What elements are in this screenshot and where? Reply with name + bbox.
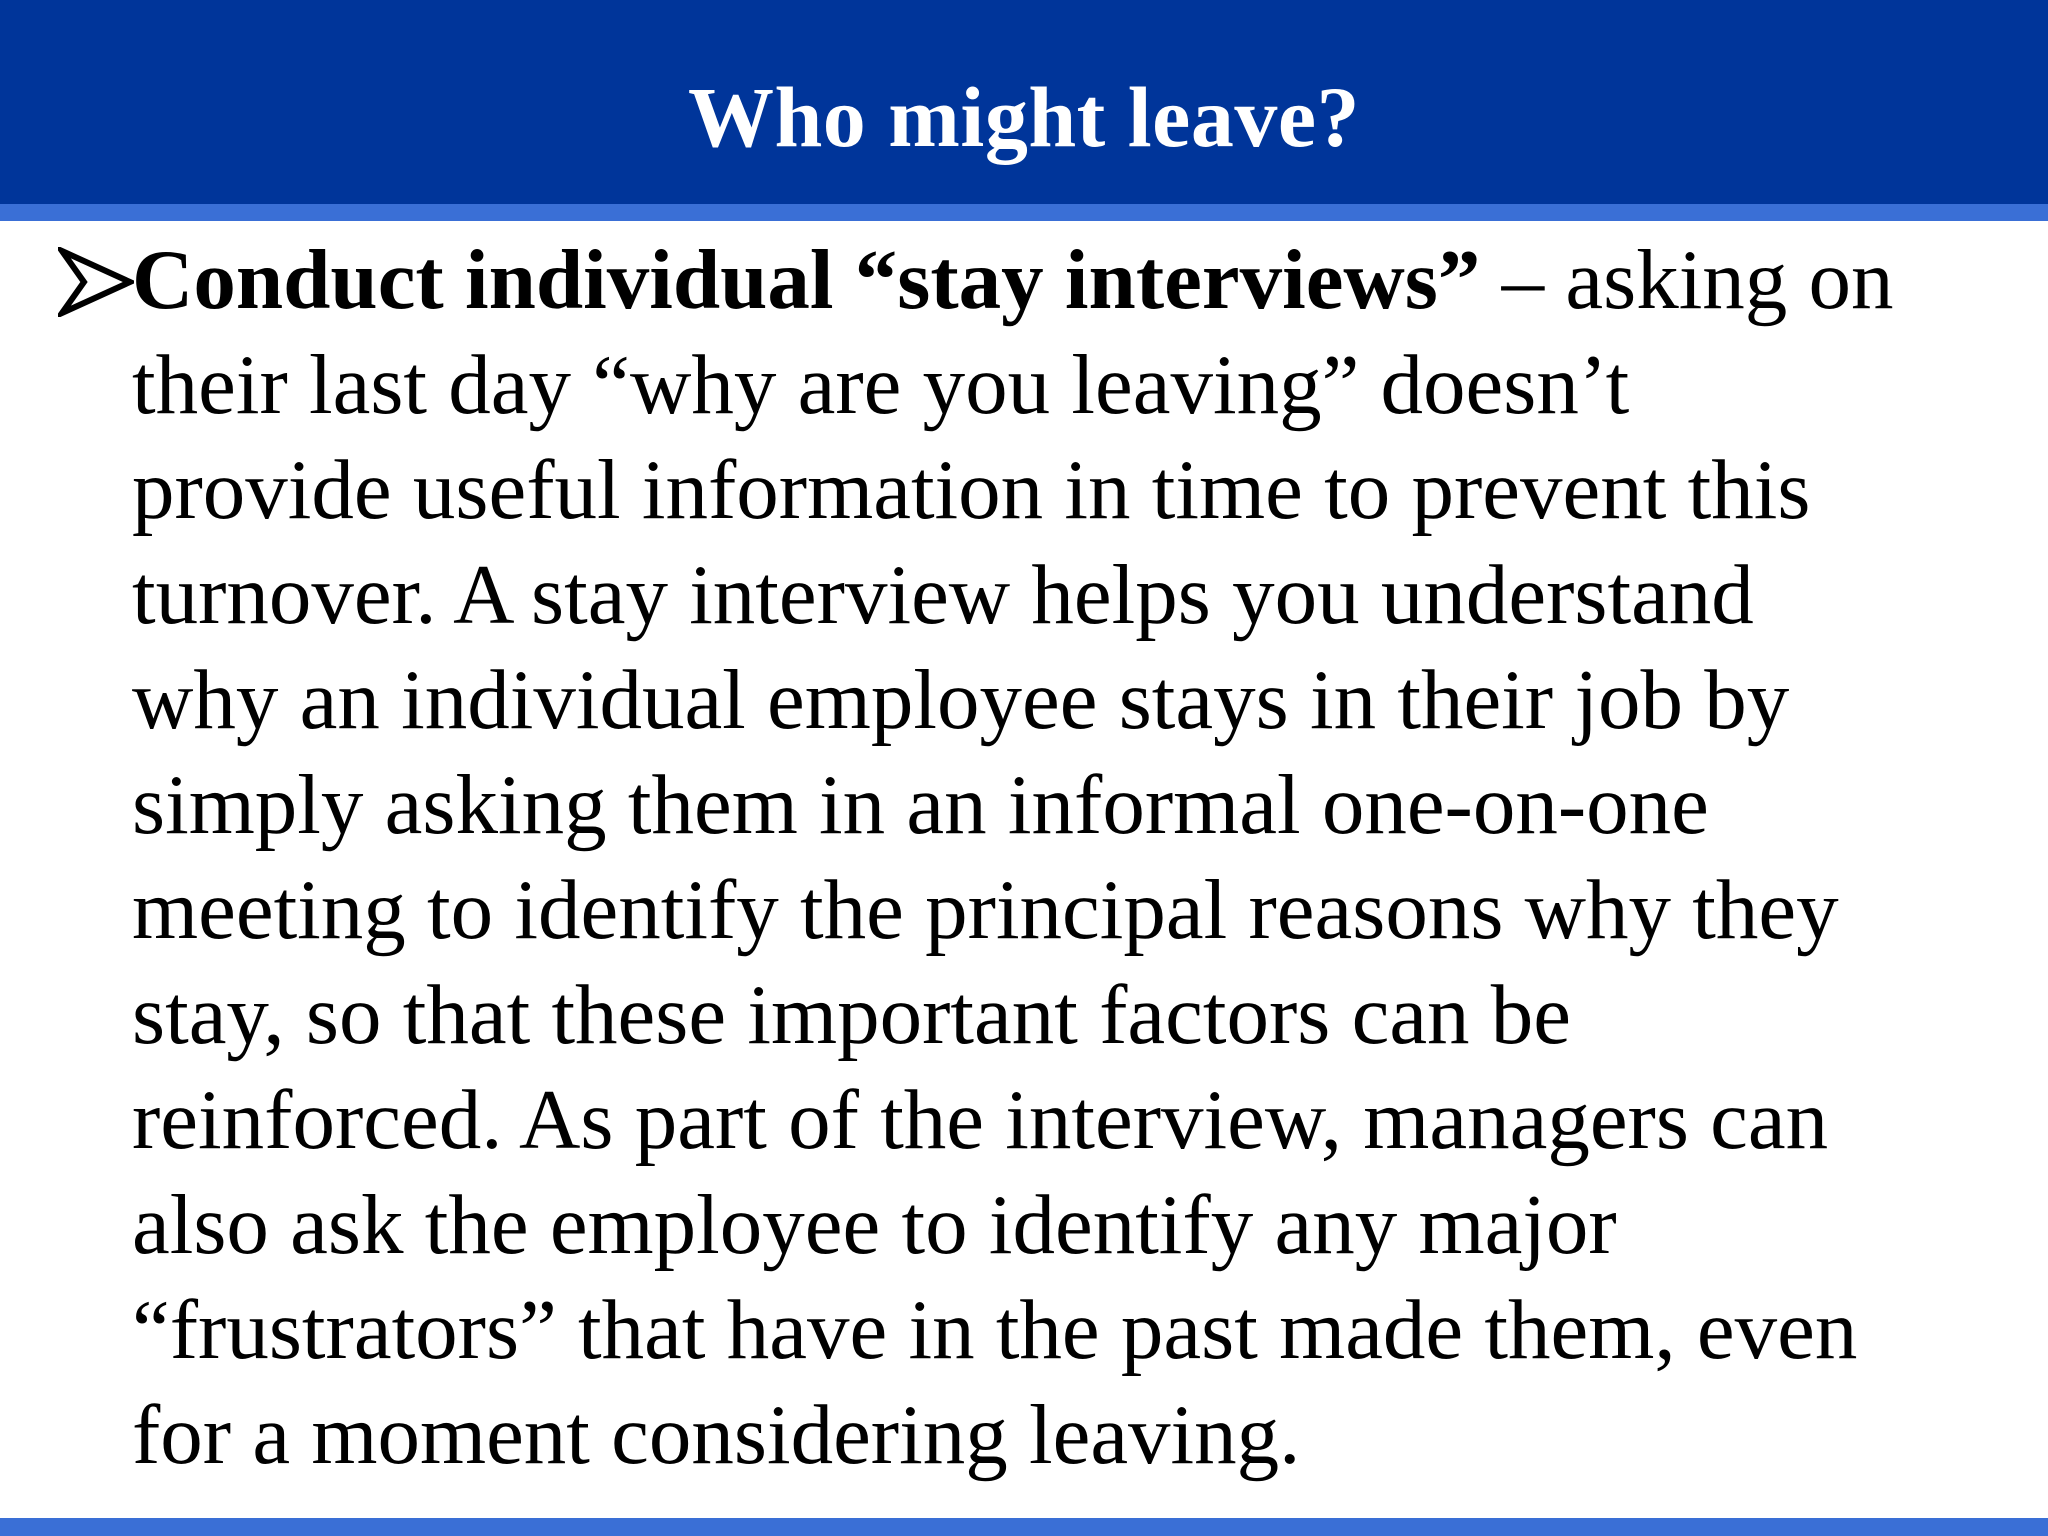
- bullet-line: for a moment considering leaving.: [132, 1388, 1301, 1482]
- bullet-line: also ask the employee to identify any major: [132, 1178, 1617, 1272]
- bullet-first-line-rest: – asking on: [1480, 233, 1894, 327]
- bullet-line: simply asking them in an informal one-on-one: [132, 758, 1709, 852]
- slide-title: Who might leave?: [687, 69, 1361, 165]
- bullet-line: reinforced. As part of the interview, managers can: [132, 1073, 1829, 1167]
- bullet-line: their last day “why are you leaving” doesn’t: [132, 338, 1630, 432]
- bullet-first-line: [132, 228, 2012, 333]
- bullet-heading: Conduct individual “stay interviews”: [132, 233, 1481, 327]
- title-accent-stripe: [0, 204, 2048, 221]
- arrowhead-bullet-icon: [58, 247, 134, 317]
- bullet-line: meeting to identify the principal reasons why they: [132, 863, 1839, 957]
- bullet-text: [132, 228, 2012, 1488]
- footer-accent-bar: [0, 1518, 2048, 1536]
- bullet-line: stay, so that these important factors can be: [132, 968, 1572, 1062]
- bullet-line: turnover. A stay interview helps you understand: [132, 548, 1754, 642]
- bullet-line: provide useful information in time to prevent this: [132, 443, 1811, 537]
- bullet-line: “frustrators” that have in the past made them, even: [132, 1283, 1858, 1377]
- bullet-line: why an individual employee stays in their job by: [132, 653, 1790, 747]
